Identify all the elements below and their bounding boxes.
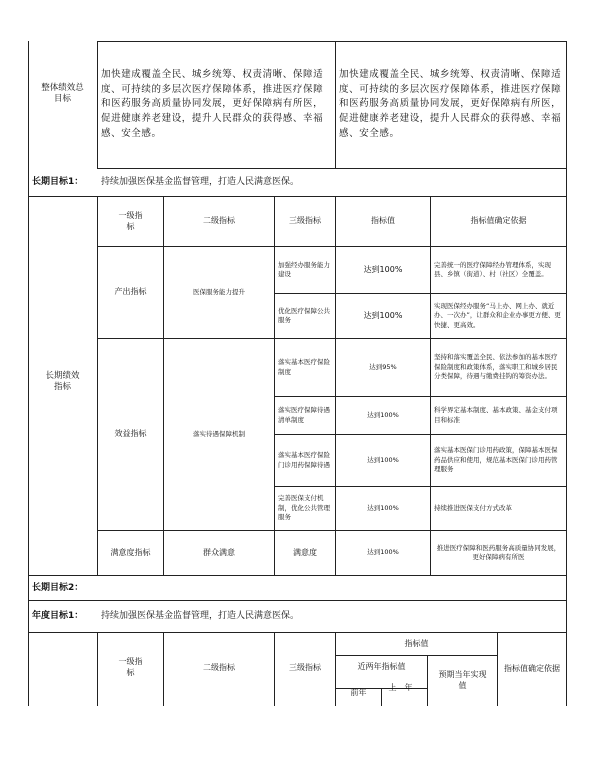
benefit-row4-basis: 持续推进医保支付方式改革 — [434, 503, 512, 512]
benefit-row1-value: 达到95% — [369, 362, 397, 371]
long-term-perf-label: 长期绩效指标 — [45, 370, 80, 392]
output-row1-level3: 加强经办服务能力建设 — [278, 260, 330, 278]
overall-target-label: 整体绩效总目标 — [41, 82, 84, 104]
benefit-row1-level3: 落实基本医疗保险制度 — [278, 358, 330, 376]
output-level1: 产出指标 — [114, 287, 147, 297]
satisfaction-level3: 满意度 — [293, 547, 317, 557]
annual-goal-1-text: 持续加强医保基金监督管理，打造人民满意医保。 — [101, 611, 300, 622]
benefit-row2-value: 达到100% — [367, 410, 399, 419]
benefit-row1-basis: 坚持和落实覆盖全民、依法参加的基本医疗保险制度和政策体系，落实职工和城乡居民分类保障，待遇与缴费挂钩的筹资办法。 — [434, 353, 558, 381]
output-row2-level3: 优化医疗保障公共服务 — [278, 306, 330, 324]
overall-target-text-b: 加快建成覆盖全民、城乡统筹、权责清晰、保障适度、可持续的多层次医疗保障体系，推进医疗保障和医药服务高质量协同发展，更好保障病有所医，促进健康养老建设，提升人民群众的获得感、幸福感、安全感。 — [339, 69, 562, 139]
annual-header-basis: 指标值确定依据 — [504, 664, 560, 674]
satisfaction-value: 达到100% — [367, 548, 399, 557]
output-row2-value: 达到100% — [363, 310, 403, 320]
annual-goal-1-label: 年度目标1： — [32, 611, 84, 622]
benefit-level1: 效益指标 — [114, 429, 147, 439]
header-level3: 三级指标 — [289, 216, 321, 226]
benefit-row3-level3: 落实基本医疗保险门诊用药保障待遇 — [278, 451, 330, 469]
header-level1: 一级指标 — [118, 210, 143, 231]
header-value: 指标值 — [371, 216, 395, 226]
output-row2-basis: 实现医保经办服务“马上办、网上办、就近办、一次办”，让群众和企业办事更方便、更快捷、更高效。 — [434, 301, 561, 329]
long-term-goal-2-text — [98, 576, 498, 600]
satisfaction-basis: 推进医疗保障和医药服务高质量协同发展，更好保障病有所医 — [436, 543, 561, 561]
annual-header-prev1: 上年 — [388, 682, 421, 692]
output-row1-value: 达到100% — [363, 264, 403, 274]
benefit-row3-value: 达到100% — [367, 455, 399, 464]
benefit-row2-basis: 科学界定基本制度、基本政策、基金支付项目和标准 — [434, 406, 558, 424]
satisfaction-level2: 群众满意 — [203, 547, 235, 557]
benefit-row4-level3: 完善医保支付机制，优化公共管理服务 — [278, 494, 330, 522]
annual-header-prev2: 前年 — [350, 687, 367, 697]
annual-header-level2: 二级指标 — [203, 662, 235, 672]
header-basis: 指标值确定依据 — [470, 216, 527, 226]
annual-header-value-group: 指标值 — [404, 638, 429, 648]
annual-header-level1: 一级指标 — [118, 657, 143, 677]
header-level2: 二级指标 — [203, 216, 235, 226]
satisfaction-level1: 满意度指标 — [110, 547, 151, 557]
annual-header-level3: 三级指标 — [289, 662, 321, 672]
benefit-level2: 落实待遇保障机制 — [193, 429, 245, 438]
long-term-goal-2-label: 长期目标2： — [32, 582, 84, 593]
annual-header-recent-two: 近两年指标值 — [357, 661, 406, 671]
benefit-row2-level3: 落实医疗保障待遇清单制度 — [278, 406, 330, 424]
benefit-row3-basis: 落实基本医保门诊用药政策，保障基本医保药品供应和使用，规范基本医保门诊用药管理服务 — [434, 446, 558, 474]
long-term-goal-1-text: 持续加强医保基金监督管理，打造人民满意医保。 — [101, 177, 300, 188]
output-level2: 医保服务能力提升 — [193, 287, 245, 296]
benefit-row4-value: 达到100% — [367, 503, 399, 512]
overall-target-text-a: 加快建成覆盖全民、城乡统筹、权责清晰、保障适度、可持续的多层次医疗保障体系，推进医疗保障和医药服务高质量协同发展，更好保障病有所医，促进健康养老建设，提升人民群众的获得感、幸福感、安全感。 — [101, 69, 324, 139]
long-term-goal-1-label: 长期目标1： — [32, 177, 84, 188]
output-row1-basis: 完善统一的医疗保障经办管理体系，实现县、乡镇（街道）、村（社区）全覆盖。 — [434, 260, 551, 278]
annual-header-expected: 预期当年实现值 — [438, 670, 487, 690]
